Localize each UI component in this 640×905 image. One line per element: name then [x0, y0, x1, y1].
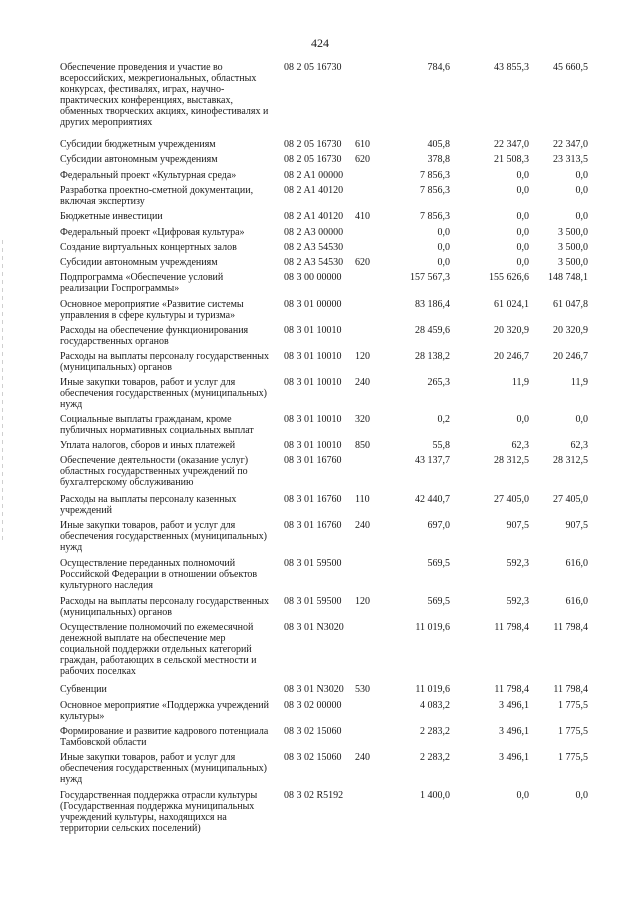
- row-value-2: 3 496,1: [499, 700, 529, 711]
- row-expense-type: 320: [355, 414, 370, 425]
- row-code: 08 3 01 00000: [284, 299, 342, 310]
- row-value-2: 592,3: [506, 558, 529, 569]
- row-name: Иные закупки товаров, работ и услуг для обеспечения государственных (муниципальных) нужд: [60, 520, 267, 553]
- row-value-3: 148 748,1: [548, 272, 588, 283]
- row-value-2: 0,0: [516, 227, 529, 238]
- row-value-2: 28 312,5: [494, 455, 529, 466]
- row-expense-type: 240: [355, 752, 370, 763]
- row-value-2: 0,0: [516, 257, 529, 268]
- row-code: 08 2 05 16730: [284, 154, 342, 165]
- row-value-1: 4 083,2: [420, 700, 450, 711]
- row-value-1: 28 138,2: [415, 351, 450, 362]
- table-row: [60, 700, 600, 726]
- row-name: Формирование и развитие кадрового потенциала Тамбовской области: [60, 726, 269, 748]
- row-value-3: 11 798,4: [553, 684, 588, 695]
- row-value-3: 0,0: [575, 185, 588, 196]
- row-name: Расходы на выплаты персоналу государственных (муниципальных) органов: [60, 596, 270, 618]
- table-row: [60, 455, 600, 494]
- row-code: 08 2 A1 00000: [284, 170, 344, 181]
- row-expense-type: 410: [355, 211, 370, 222]
- table-row: [60, 185, 600, 211]
- row-value-2: 61 024,1: [494, 299, 529, 310]
- row-expense-type: 120: [355, 351, 370, 362]
- row-value-3: 0,0: [575, 170, 588, 181]
- table-row: [60, 414, 600, 440]
- row-name: Обеспечение деятельности (оказание услуг) областных государственных учреждений по бухгалтерскому обслуживанию: [60, 455, 249, 488]
- table-row: [60, 272, 600, 299]
- row-value-3: 0,0: [575, 414, 588, 425]
- table-row: [60, 139, 600, 154]
- row-value-2: 0,0: [516, 414, 529, 425]
- row-value-3: 22 347,0: [553, 139, 588, 150]
- row-code: 08 2 A1 40120: [284, 211, 344, 222]
- row-name: Федеральный проект «Цифровая культура»: [60, 227, 245, 238]
- row-expense-type: 530: [355, 684, 370, 695]
- row-value-2: 3 496,1: [499, 752, 529, 763]
- row-value-1: 0,0: [437, 242, 450, 253]
- row-expense-type: 620: [355, 257, 370, 268]
- row-name: Основное мероприятие «Развитие системы управления в сфере культуры и туризма»: [60, 299, 244, 321]
- table-row: [60, 377, 600, 414]
- row-code: 08 3 02 15060: [284, 726, 342, 737]
- row-value-2: 0,0: [516, 242, 529, 253]
- row-value-1: 83 186,4: [415, 299, 450, 310]
- row-name: Федеральный проект «Культурная среда»: [60, 170, 237, 181]
- row-value-1: 2 283,2: [420, 752, 450, 763]
- row-code: 08 3 01 10010: [284, 377, 342, 388]
- table-row: [60, 170, 600, 185]
- row-value-2: 592,3: [506, 596, 529, 607]
- row-code: 08 3 01 N3020: [284, 622, 344, 633]
- row-value-2: 11 798,4: [494, 684, 529, 695]
- row-value-1: 42 440,7: [415, 494, 450, 505]
- row-code: 08 3 01 16760: [284, 520, 342, 531]
- row-value-3: 11,9: [570, 377, 588, 388]
- row-value-1: 0,0: [437, 227, 450, 238]
- row-value-2: 3 496,1: [499, 726, 529, 737]
- row-value-2: 21 508,3: [494, 154, 529, 165]
- row-value-1: 2 283,2: [420, 726, 450, 737]
- row-value-2: 22 347,0: [494, 139, 529, 150]
- table-row: [60, 242, 600, 257]
- row-value-1: 378,8: [427, 154, 450, 165]
- row-name: Обеспечение проведения и участие во всероссийских, межрегиональных, областных конкурсах, фестивалях, играх, научно-практических конференциях, выставках, обменных творческих акциях, кинофестивалях и других мероприятиях: [60, 62, 269, 128]
- row-value-3: 3 500,0: [558, 257, 588, 268]
- row-value-1: 784,6: [427, 62, 450, 73]
- row-value-2: 27 405,0: [494, 494, 529, 505]
- row-code: 08 3 00 00000: [284, 272, 342, 283]
- row-name: Расходы на обеспечение функционирования государственных органов: [60, 325, 249, 347]
- table-row: [60, 154, 600, 170]
- row-expense-type: 610: [355, 139, 370, 150]
- row-value-1: 28 459,6: [415, 325, 450, 336]
- page-number: 424: [311, 36, 329, 50]
- row-code: 08 2 A3 54530: [284, 257, 344, 268]
- table-row: [60, 62, 600, 139]
- row-value-3: 1 775,5: [558, 700, 588, 711]
- row-value-3: 23 313,5: [553, 154, 588, 165]
- row-code: 08 3 02 15060: [284, 752, 342, 763]
- row-value-3: 907,5: [565, 520, 588, 531]
- row-value-2: 62,3: [511, 440, 529, 451]
- row-code: 08 2 05 16730: [284, 139, 342, 150]
- row-name: Расходы на выплаты персоналу государственных (муниципальных) органов: [60, 351, 270, 373]
- row-expense-type: 850: [355, 440, 370, 451]
- row-code: 08 3 01 10010: [284, 414, 342, 425]
- row-value-3: 27 405,0: [553, 494, 588, 505]
- row-value-3: 1 775,5: [558, 726, 588, 737]
- row-value-2: 20 320,9: [494, 325, 529, 336]
- row-value-2: 11 798,4: [494, 622, 529, 633]
- row-name: Создание виртуальных концертных залов: [60, 242, 237, 253]
- row-expense-type: 620: [355, 154, 370, 165]
- row-value-1: 697,0: [427, 520, 450, 531]
- row-value-3: 62,3: [570, 440, 588, 451]
- row-value-3: 1 775,5: [558, 752, 588, 763]
- budget-table: [60, 62, 600, 852]
- row-value-3: 61 047,8: [553, 299, 588, 310]
- row-code: 08 2 05 16730: [284, 62, 342, 73]
- table-row: [60, 257, 600, 272]
- scan-edge-artifact: [2, 240, 3, 540]
- row-value-1: 7 856,3: [420, 185, 450, 196]
- row-value-3: 20 320,9: [553, 325, 588, 336]
- row-value-1: 569,5: [427, 558, 450, 569]
- row-value-2: 0,0: [516, 211, 529, 222]
- row-name: Социальные выплаты гражданам, кроме публичных нормативных социальных выплат: [60, 414, 254, 436]
- row-name: Разработка проектно-сметной документации, включая экспертизу: [60, 185, 254, 207]
- row-code: 08 3 02 R5192: [284, 790, 344, 801]
- row-value-3: 0,0: [575, 790, 588, 801]
- row-value-2: 155 626,6: [489, 272, 529, 283]
- row-value-2: 43 855,3: [494, 62, 529, 73]
- row-value-3: 3 500,0: [558, 227, 588, 238]
- row-value-2: 0,0: [516, 170, 529, 181]
- table-row: [60, 790, 600, 852]
- row-expense-type: 240: [355, 377, 370, 388]
- row-expense-type: 240: [355, 520, 370, 531]
- row-code: 08 3 01 16760: [284, 455, 342, 466]
- row-code: 08 3 01 59500: [284, 596, 342, 607]
- table-row: [60, 558, 600, 596]
- table-row: [60, 325, 600, 351]
- row-code: 08 3 01 10010: [284, 351, 342, 362]
- row-name: Государственная поддержка отрасли культуры (Государственная поддержка муниципальных учреждений культуры, находящихся на территории сельских поселений): [60, 790, 258, 834]
- row-name: Осуществление полномочий по ежемесячной денежной выплате на обеспечение мер социальной поддержки отдельных категорий граждан, работающих в сельской местности и рабочих поселках: [60, 622, 257, 677]
- row-value-3: 45 660,5: [553, 62, 588, 73]
- row-value-1: 265,3: [427, 377, 450, 388]
- row-value-2: 11,9: [511, 377, 529, 388]
- row-value-1: 0,2: [437, 414, 450, 425]
- row-value-1: 569,5: [427, 596, 450, 607]
- row-name: Субвенции: [60, 684, 107, 695]
- row-value-1: 405,8: [427, 139, 450, 150]
- row-name: Осуществление переданных полномочий Российской Федерации в отношении объектов культурного наследия: [60, 558, 258, 591]
- row-code: 08 3 01 10010: [284, 325, 342, 336]
- row-name: Субсидии автономным учреждениям: [60, 257, 218, 268]
- row-value-2: 907,5: [506, 520, 529, 531]
- row-code: 08 3 02 00000: [284, 700, 342, 711]
- row-value-1: 0,0: [437, 257, 450, 268]
- row-name: Основное мероприятие «Поддержка учреждений культуры»: [60, 700, 269, 722]
- row-code: 08 2 A3 54530: [284, 242, 344, 253]
- row-name: Бюджетные инвестиции: [60, 211, 163, 222]
- row-name: Уплата налогов, сборов и иных платежей: [60, 440, 236, 451]
- table-row: [60, 752, 600, 790]
- row-value-1: 55,8: [432, 440, 450, 451]
- row-code: 08 2 A1 40120: [284, 185, 344, 196]
- row-value-1: 11 019,6: [415, 684, 450, 695]
- row-value-1: 1 400,0: [420, 790, 450, 801]
- table-row: [60, 684, 600, 700]
- row-code: 08 3 01 10010: [284, 440, 342, 451]
- row-name: Иные закупки товаров, работ и услуг для обеспечения государственных (муниципальных) нужд: [60, 752, 267, 785]
- row-value-2: 0,0: [516, 185, 529, 196]
- row-value-3: 3 500,0: [558, 242, 588, 253]
- row-value-2: 20 246,7: [494, 351, 529, 362]
- table-row: [60, 596, 600, 622]
- row-value-1: 11 019,6: [415, 622, 450, 633]
- row-value-1: 7 856,3: [420, 211, 450, 222]
- table-row: [60, 520, 600, 558]
- table-row: [60, 299, 600, 325]
- row-value-1: 43 137,7: [415, 455, 450, 466]
- row-value-3: 616,0: [565, 558, 588, 569]
- row-expense-type: 120: [355, 596, 370, 607]
- table-row: [60, 440, 600, 455]
- table-row: [60, 227, 600, 242]
- row-value-1: 7 856,3: [420, 170, 450, 181]
- row-value-3: 11 798,4: [553, 622, 588, 633]
- row-code: 08 3 01 N3020: [284, 684, 344, 695]
- row-name: Подпрограмма «Обеспечение условий реализации Госпрограммы»: [60, 272, 224, 294]
- row-code: 08 3 01 16760: [284, 494, 342, 505]
- table-row: [60, 494, 600, 520]
- row-value-3: 20 246,7: [553, 351, 588, 362]
- table-row: [60, 351, 600, 377]
- table-row: [60, 726, 600, 752]
- row-value-1: 157 567,3: [410, 272, 450, 283]
- row-expense-type: 110: [355, 494, 370, 505]
- row-code: 08 3 01 59500: [284, 558, 342, 569]
- row-value-3: 28 312,5: [553, 455, 588, 466]
- row-name: Расходы на выплаты персоналу казенных учреждений: [60, 494, 237, 516]
- row-value-2: 0,0: [516, 790, 529, 801]
- table-row: [60, 622, 600, 684]
- row-name: Субсидии автономным учреждениям: [60, 154, 218, 165]
- table-row: [60, 211, 600, 227]
- row-name: Субсидии бюджетным учреждениям: [60, 139, 216, 150]
- row-code: 08 2 A3 00000: [284, 227, 344, 238]
- row-value-3: 0,0: [575, 211, 588, 222]
- row-value-3: 616,0: [565, 596, 588, 607]
- row-name: Иные закупки товаров, работ и услуг для обеспечения государственных (муниципальных) нужд: [60, 377, 267, 410]
